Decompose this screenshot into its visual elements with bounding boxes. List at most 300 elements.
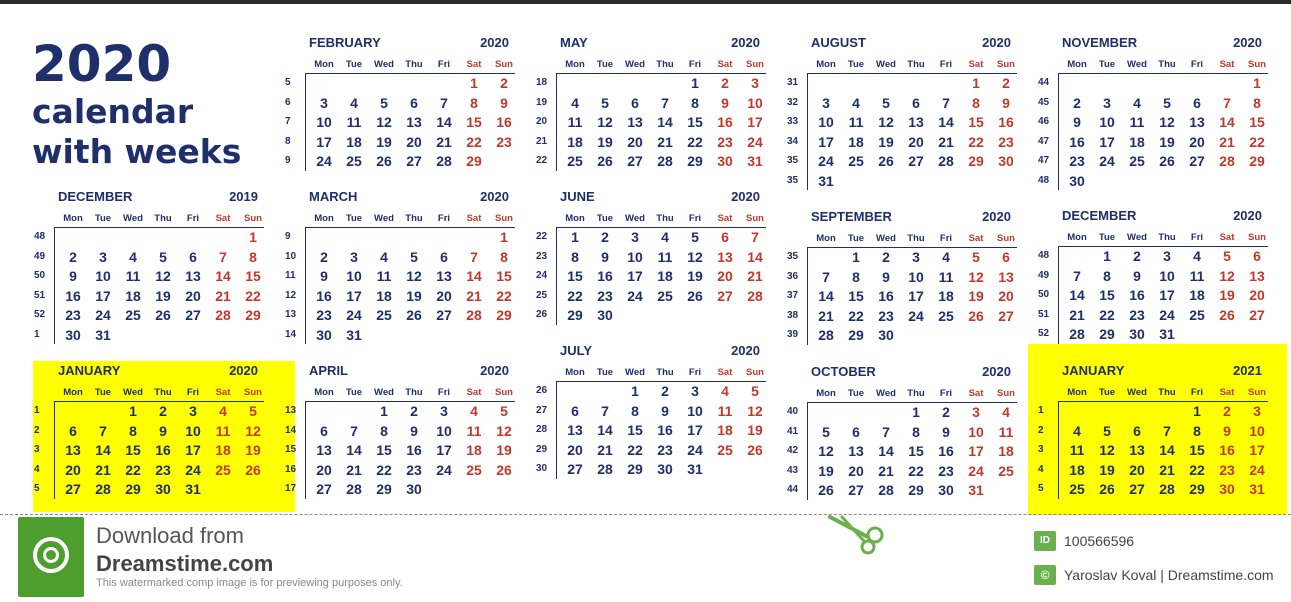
day-cell: 8: [631, 402, 639, 419]
weekday-label: Sun: [1248, 232, 1266, 243]
day-cell: 27: [627, 153, 643, 169]
day-cell: 25: [215, 461, 231, 478]
day-cell: 10: [1159, 267, 1175, 284]
weekday-header: [811, 233, 1035, 245]
day-cell: 20: [406, 133, 422, 150]
day-cell: 13: [185, 268, 201, 284]
week-number: 28: [536, 424, 548, 435]
day-cell: 1: [500, 229, 508, 245]
day-cell: 22: [968, 133, 984, 150]
day-cell: 10: [1249, 422, 1265, 439]
day-cell: 2: [942, 404, 950, 420]
day-cell: 16: [998, 114, 1014, 130]
week-row: [1038, 285, 1286, 305]
week-number: 16: [285, 463, 297, 475]
day-cell: 22: [1099, 306, 1115, 323]
day-cell: 4: [1073, 422, 1081, 439]
day-cell: 2: [882, 249, 890, 265]
day-cell: 23: [657, 441, 673, 458]
day-cell: 22: [1249, 133, 1265, 150]
day-cell: 24: [968, 462, 984, 479]
weekday-label: Fri: [1190, 59, 1204, 70]
day-cell: 24: [436, 461, 452, 478]
day-grid: [34, 227, 282, 344]
day-cell: 24: [747, 133, 763, 150]
day-cell: 26: [245, 461, 261, 478]
day-cell: 17: [346, 287, 362, 304]
weekday-label: Mon: [314, 59, 334, 70]
day-grid: [1038, 401, 1286, 499]
day-cell: 17: [316, 133, 332, 150]
day-cell: 16: [878, 288, 894, 304]
day-cell: 21: [1069, 306, 1085, 323]
day-cell: 29: [1099, 326, 1115, 342]
week-number: 1: [34, 328, 40, 340]
day-cell: 8: [571, 248, 579, 265]
day-cell: 2: [601, 229, 609, 245]
day-cell: 3: [631, 229, 639, 245]
month-year: 2020: [982, 209, 1011, 224]
day-cell: 29: [848, 327, 864, 343]
day-cell: 28: [747, 287, 763, 304]
weekday-header: [1062, 387, 1286, 399]
day-cell: 29: [968, 153, 984, 169]
week-row: [1038, 112, 1286, 132]
day-cell: 18: [998, 443, 1014, 459]
day-cell: 27: [848, 482, 864, 498]
day-cell: 2: [410, 403, 418, 419]
week-row: [285, 421, 533, 441]
day-cell: 30: [878, 327, 894, 343]
day-cell: 11: [567, 114, 583, 130]
day-cell: 20: [1189, 133, 1205, 150]
day-cell: 3: [972, 404, 980, 420]
day-cell: 17: [818, 133, 834, 150]
day-cell: 26: [155, 307, 171, 323]
day-cell: 30: [657, 461, 673, 477]
day-cell: 11: [346, 114, 362, 130]
day-cell: 24: [185, 461, 201, 478]
day-grid: [1038, 73, 1286, 190]
day-grid: [536, 73, 784, 171]
day-cell: 21: [346, 461, 362, 478]
day-cell: 27: [316, 481, 332, 497]
day-cell: 29: [125, 481, 141, 497]
weekday-label: Sun: [495, 59, 513, 70]
day-cell: 26: [597, 153, 613, 169]
day-cell: 22: [466, 133, 482, 150]
month-year: 2020: [1233, 208, 1262, 223]
day-cell: 17: [1249, 442, 1265, 458]
week-number: 48: [1038, 174, 1050, 186]
day-cell: 9: [1002, 94, 1010, 111]
day-cell: 28: [1159, 481, 1175, 497]
day-cell: 24: [687, 441, 703, 458]
week-number: 7: [285, 116, 291, 127]
day-cell: 29: [496, 307, 512, 323]
day-cell: 7: [751, 229, 759, 245]
day-cell: 8: [470, 94, 478, 111]
day-cell: 23: [717, 133, 733, 150]
day-cell: 18: [938, 288, 954, 304]
week-number: 40: [787, 406, 799, 417]
day-cell: 19: [155, 287, 171, 304]
month-name: JANUARY: [58, 363, 121, 378]
weekday-label: Fri: [1190, 387, 1204, 398]
month-name: NOVEMBER: [1062, 35, 1138, 50]
day-cell: 13: [627, 114, 643, 130]
day-cell: 22: [1189, 461, 1205, 478]
day-cell: 31: [747, 153, 763, 169]
weekday-label: Fri: [939, 233, 953, 244]
day-cell: 1: [1103, 248, 1111, 264]
day-cell: 10: [346, 268, 362, 284]
day-cell: 18: [567, 133, 583, 150]
week-row: [536, 227, 784, 247]
day-cell: 4: [219, 403, 227, 419]
day-cell: 29: [908, 482, 924, 498]
day-cell: 15: [125, 442, 141, 458]
day-cell: 22: [627, 441, 643, 458]
week-row: [285, 151, 533, 171]
weekday-label: Sat: [717, 213, 733, 224]
day-cell: 26: [1219, 306, 1235, 323]
day-cell: 3: [189, 403, 197, 419]
month-august-2020: [787, 35, 1035, 189]
day-cell: 14: [466, 268, 482, 284]
weekday-label: Tue: [596, 59, 614, 70]
week-row: [285, 73, 533, 93]
day-cell: 31: [818, 172, 834, 189]
weekday-label: Mon: [565, 59, 585, 70]
day-cell: 10: [627, 248, 643, 265]
day-cell: 19: [818, 462, 834, 479]
day-cell: 12: [1099, 442, 1115, 458]
weekday-label: Tue: [94, 387, 112, 398]
month-december-2020: [1038, 208, 1286, 358]
day-cell: 6: [721, 229, 729, 245]
weekday-label: Sat: [717, 367, 733, 378]
week-number: 52: [1038, 328, 1050, 339]
week-row: [34, 440, 282, 460]
day-cell: 12: [406, 268, 422, 284]
day-cell: 5: [972, 249, 980, 265]
day-cell: 20: [185, 287, 201, 304]
day-cell: 8: [380, 422, 388, 439]
day-cell: 27: [1129, 481, 1145, 497]
day-cell: 16: [155, 442, 171, 458]
day-cell: 11: [1069, 442, 1085, 458]
day-cell: 14: [1069, 287, 1085, 303]
day-cell: 6: [189, 248, 197, 265]
week-row: [285, 440, 533, 460]
day-cell: 5: [1103, 422, 1111, 439]
week-row: [787, 306, 1035, 326]
month-july-2020: [536, 343, 784, 493]
day-cell: 9: [601, 248, 609, 265]
weekday-label: Sun: [746, 213, 764, 224]
day-cell: 3: [440, 403, 448, 419]
week-row: [285, 112, 533, 132]
day-cell: 8: [912, 423, 920, 440]
month-name: OCTOBER: [811, 364, 876, 379]
week-number: 3: [1038, 444, 1044, 455]
day-cell: 31: [968, 482, 984, 498]
weekday-label: Tue: [1098, 232, 1116, 243]
day-cell: 21: [597, 441, 613, 458]
logo-inner-ring-icon: [43, 547, 59, 563]
day-cell: 30: [1219, 481, 1235, 497]
day-cell: 13: [65, 442, 81, 458]
week-number: 43: [787, 464, 799, 476]
day-cell: 5: [159, 248, 167, 265]
week-number: 48: [34, 231, 46, 242]
week-number: 33: [787, 116, 799, 127]
day-cell: 23: [998, 133, 1014, 150]
weekday-label: Wed: [123, 213, 143, 224]
day-cell: 18: [1129, 133, 1145, 150]
day-cell: 12: [245, 422, 261, 439]
weekday-label: Thu: [907, 388, 925, 399]
week-number: 47: [1038, 155, 1050, 166]
weekday-label: Fri: [939, 59, 953, 70]
day-cell: 9: [69, 268, 77, 284]
weekday-label: Tue: [596, 213, 614, 224]
day-cell: 20: [908, 133, 924, 150]
week-number: 35: [787, 155, 799, 166]
weekday-label: Sat: [717, 59, 733, 70]
day-cell: 20: [65, 461, 81, 478]
day-cell: 25: [376, 307, 392, 323]
week-row: [787, 461, 1035, 481]
weekday-label: Mon: [314, 387, 334, 398]
day-cell: 25: [848, 153, 864, 169]
week-row: [1038, 479, 1286, 499]
week-number: 2: [34, 424, 40, 436]
day-cell: 20: [316, 461, 332, 478]
month-april-2020: [285, 363, 533, 513]
day-cell: 17: [687, 422, 703, 438]
day-cell: 18: [215, 442, 231, 458]
weekday-header: [1062, 59, 1286, 71]
day-cell: 20: [436, 287, 452, 304]
weekday-label: Thu: [405, 387, 423, 398]
week-number: 5: [1038, 483, 1044, 494]
day-cell: 18: [848, 133, 864, 150]
weekday-label: Sat: [1219, 232, 1235, 243]
week-number: 6: [285, 96, 291, 108]
day-cell: 27: [998, 307, 1014, 324]
day-cell: 13: [567, 422, 583, 438]
day-cell: 5: [751, 383, 759, 399]
week-row: [536, 132, 784, 152]
weekday-label: Sat: [968, 388, 984, 399]
day-cell: 1: [852, 249, 860, 265]
day-cell: 12: [878, 114, 894, 130]
week-number: 39: [787, 329, 799, 340]
id-badge: ID: [1034, 531, 1056, 551]
week-number: 35: [787, 251, 799, 262]
week-row: [787, 247, 1035, 267]
day-cell: 27: [1189, 153, 1205, 169]
day-cell: 23: [406, 461, 422, 478]
day-cell: 3: [99, 248, 107, 265]
weekday-header: [560, 59, 784, 71]
weekday-label: Fri: [939, 388, 953, 399]
day-cell: 10: [95, 268, 111, 284]
day-cell: 23: [938, 462, 954, 479]
day-cell: 5: [249, 403, 257, 419]
weekday-label: Mon: [1067, 387, 1087, 398]
day-cell: 2: [500, 75, 508, 91]
day-grid: [536, 227, 784, 325]
week-row: [787, 93, 1035, 113]
weekday-label: Thu: [405, 213, 423, 224]
week-number: 1: [1038, 405, 1044, 416]
day-cell: 19: [878, 133, 894, 150]
day-cell: 5: [691, 229, 699, 245]
weekday-label: Wed: [876, 59, 896, 70]
page-title: [32, 36, 241, 172]
day-cell: 12: [747, 402, 763, 419]
day-cell: 28: [1219, 153, 1235, 169]
week-row: [34, 421, 282, 441]
day-cell: 28: [597, 461, 613, 477]
week-number: 24: [536, 270, 548, 281]
week-number: 14: [285, 424, 297, 436]
week-number: 18: [536, 77, 548, 88]
day-cell: 11: [466, 422, 482, 439]
week-row: [1038, 73, 1286, 93]
day-cell: 20: [1129, 461, 1145, 478]
day-cell: 25: [1129, 153, 1145, 169]
day-cell: 17: [95, 287, 111, 304]
day-cell: 6: [440, 248, 448, 265]
week-number: 42: [787, 445, 799, 456]
day-cell: 22: [245, 287, 261, 304]
day-cell: 6: [1193, 94, 1201, 111]
day-cell: 30: [155, 481, 171, 497]
week-row: [285, 305, 533, 325]
day-cell: 4: [571, 94, 579, 111]
weekday-header: [309, 213, 533, 225]
week-row: [787, 151, 1035, 171]
week-number: 9: [285, 231, 291, 242]
week-number: 50: [1038, 289, 1050, 300]
day-cell: 3: [912, 249, 920, 265]
week-row: [285, 132, 533, 152]
day-cell: 6: [410, 94, 418, 111]
weekday-label: Thu: [1158, 232, 1176, 243]
day-cell: 6: [69, 422, 77, 439]
day-cell: 18: [376, 287, 392, 304]
weekday-label: Thu: [907, 233, 925, 244]
day-cell: 9: [410, 422, 418, 439]
day-cell: 16: [1129, 287, 1145, 303]
day-cell: 19: [1159, 133, 1175, 150]
day-cell: 4: [661, 229, 669, 245]
day-cell: 14: [747, 248, 763, 265]
day-cell: 4: [1193, 248, 1201, 264]
month-name: DECEMBER: [58, 189, 133, 204]
day-grid: [787, 73, 1035, 190]
title-line-1: calendar: [32, 92, 194, 131]
weekday-label: Mon: [314, 213, 334, 224]
week-row: [536, 151, 784, 171]
day-grid: [787, 247, 1035, 345]
week-number: 46: [1038, 116, 1050, 127]
day-cell: 15: [496, 268, 512, 284]
month-year: 2020: [982, 35, 1011, 50]
week-number: 17: [285, 483, 297, 494]
day-cell: 7: [822, 268, 830, 285]
week-row: [1038, 246, 1286, 266]
day-cell: 31: [95, 326, 111, 343]
day-cell: 28: [878, 482, 894, 498]
day-cell: 23: [1129, 306, 1145, 323]
day-cell: 5: [882, 94, 890, 111]
day-cell: 16: [65, 287, 81, 304]
month-name: JULY: [560, 343, 593, 358]
day-cell: 10: [1099, 114, 1115, 130]
week-row: [787, 132, 1035, 152]
day-grid: [285, 401, 533, 499]
weekday-header: [58, 387, 282, 399]
day-cell: 15: [1099, 287, 1115, 303]
week-row: [34, 401, 282, 421]
day-cell: 28: [657, 153, 673, 169]
week-number: 45: [1038, 96, 1050, 108]
author-credit: Yaroslav Koval | Dreamstime.com: [1064, 567, 1274, 583]
day-cell: 21: [466, 287, 482, 304]
week-number: 51: [1038, 308, 1050, 320]
weekday-label: Sun: [746, 367, 764, 378]
week-row: [285, 401, 533, 421]
week-number: 35: [787, 174, 799, 186]
day-cell: 16: [406, 442, 422, 458]
week-row: [1038, 151, 1286, 171]
week-number: 12: [285, 289, 297, 301]
day-cell: 7: [1223, 94, 1231, 111]
day-cell: 9: [500, 94, 508, 111]
day-cell: 2: [661, 383, 669, 399]
month-february-2020: [285, 35, 533, 185]
weekday-label: Tue: [1098, 59, 1116, 70]
day-cell: 13: [1249, 267, 1265, 284]
day-cell: 12: [1219, 267, 1235, 284]
weekday-label: Sun: [746, 59, 764, 70]
weekday-label: Fri: [437, 387, 451, 398]
day-cell: 12: [687, 248, 703, 265]
day-cell: 7: [219, 248, 227, 265]
weekday-label: Wed: [876, 233, 896, 244]
day-cell: 25: [1189, 306, 1205, 323]
week-number: 26: [536, 385, 548, 396]
weekday-label: Sun: [997, 59, 1015, 70]
day-cell: 29: [376, 481, 392, 497]
day-cell: 19: [406, 287, 422, 304]
day-cell: 25: [567, 153, 583, 169]
week-row: [34, 325, 282, 345]
week-row: [536, 459, 784, 479]
day-cell: 13: [998, 268, 1014, 285]
day-cell: 14: [818, 288, 834, 304]
day-cell: 5: [822, 423, 830, 440]
week-row: [536, 247, 784, 267]
week-number: 4: [1038, 463, 1044, 475]
day-cell: 3: [1163, 248, 1171, 264]
day-cell: 18: [125, 287, 141, 304]
